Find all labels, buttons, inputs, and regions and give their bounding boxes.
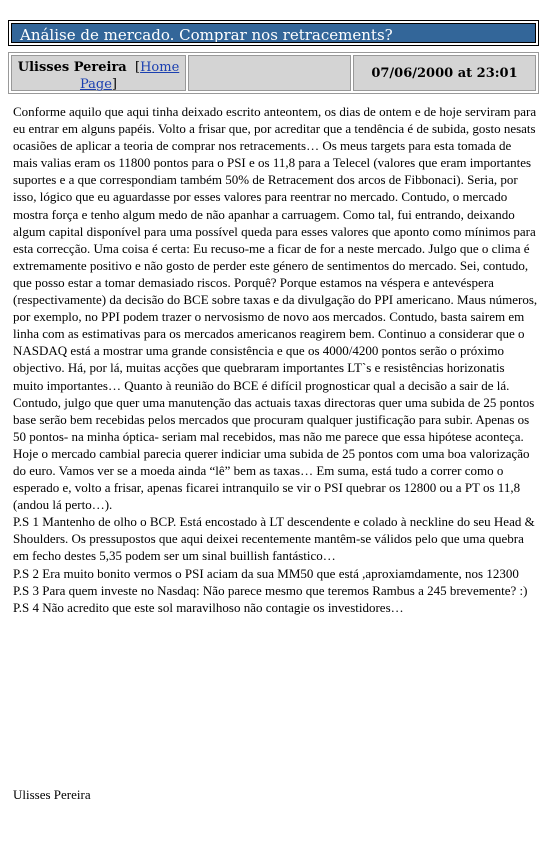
author-name: Ulisses Pereira — [17, 60, 127, 75]
ps-3: P.S 3 Para quem investe no Nasdaq: Não parece mesmo que teremos Rambus a 245 brevemente? :) — [13, 582, 528, 598]
signature: Ulisses Pereira — [13, 787, 91, 802]
post-title-frame — [8, 20, 539, 46]
ps-4: P.S 4 Não acredito que este sol maravilhoso não contagie os investidores… — [13, 599, 404, 615]
ps-2: P.S 2 Era muito bonito vermos o PSI aciam da sua MM50 que está ,aproxiamdamente, nos 12300 — [13, 565, 519, 581]
author-cell: Ulisses Pereira [Home Page] — [11, 55, 186, 91]
post-body — [13, 103, 538, 616]
post-info-table — [8, 52, 539, 94]
post-date: 07/06/2000 at 23:01 — [353, 55, 536, 91]
post-title: Análise de mercado. Comprar nos retracements? — [11, 23, 536, 43]
empty-cell — [188, 55, 351, 91]
body-paragraph: Conforme aquilo que aqui tinha deixado escrito anteontem, os dias de ontem e de hoje serviram para eu entrar em alguns papéis. Volto a frisar que, por acreditar que a tendência é de subida, gosto nesats ocasiões de aplicar a teoria de comprar nos retracements… Os meus targets para esta tomada de mais valias eram os 11800 pontos para o PSI e os 11,8 para a Telecel (valores que eram importantes suportes e a que correspondiam também 50% de Retracement dos arcos de Fibbonaci). Seria, por isso, lógico que eu aguardasse por esses valores para reentrar no mercado. Contudo, o mercado mostra força e tenho algum medo de não apanhar a carruagem. Como tal, fui entrando, deixando algum capital disponível para uma possível queda para esses valores que aponto como mínimos para esta correcção. Uma coisa é certa: Eu recuso-me a ficar de for a neste mercado. Julgo que o clima é extremamente positivo e não gosto de perder este género de sentimentos do mercado. Sei, contudo, que posso estar a tomar demasiado riscos. Porquê? Porque estamos na véspera e antevéspera (respectivamente) da decisão do BCE sobre taxas e da divulgação do PPI americano. Maus números, por exemplo, no PPI podem trazer o nervosismo de novo aos mercados. Contudo, basta sairem em linha com as estimativas para os mercados americanos reagirem bem. Continuo a considerar que o NASDAQ está a mostrar uma grande consistência e que os 4000/4200 pontos serão o próximo objectivo. Há, por lá, muitas acções que quebraram importantes LT`s e resistências horizonatis muito importantes… Quanto à reunião do BCE é difícil prognosticar qual a decisão a sair de lá. Contudo, julgo que quer uma manutenção das actuais taxas directoras quer uma subida de 25 pontos base serão bem recebidas pelos mercados que procuram qualquer justificação para subir. Apenas os 50 pontos- na minha óptica- seriam mal recebidos, mas não me parece que essa hipótese aconteça. Hoje o mercado cambial parecia querer indiciar uma subida de 25 pontos com uma boa valorização do euro. Vamos ver se a moeda ainda “lê” bem as taxas… Em suma, está tudo a correr como o esperado e, volto a frisar, apenas ficarei intranquilo se vir o PSI quebrar os 12800 ou a PT os 11,8 (andou lá perto…). — [13, 104, 538, 513]
home-page-link[interactable]: Home Page — [79, 60, 180, 92]
ps-1: P.S 1 Mantenho de olho o BCP. Está encostado à LT descendente e colado à neckline do seu Head & Shoulders. Os pressupostos que aqui deixei recentemente mantêm-se válidos pelo que uma quebra em fecho destes 5,35 podem ser um sinal buillish fantástico… — [13, 514, 535, 564]
